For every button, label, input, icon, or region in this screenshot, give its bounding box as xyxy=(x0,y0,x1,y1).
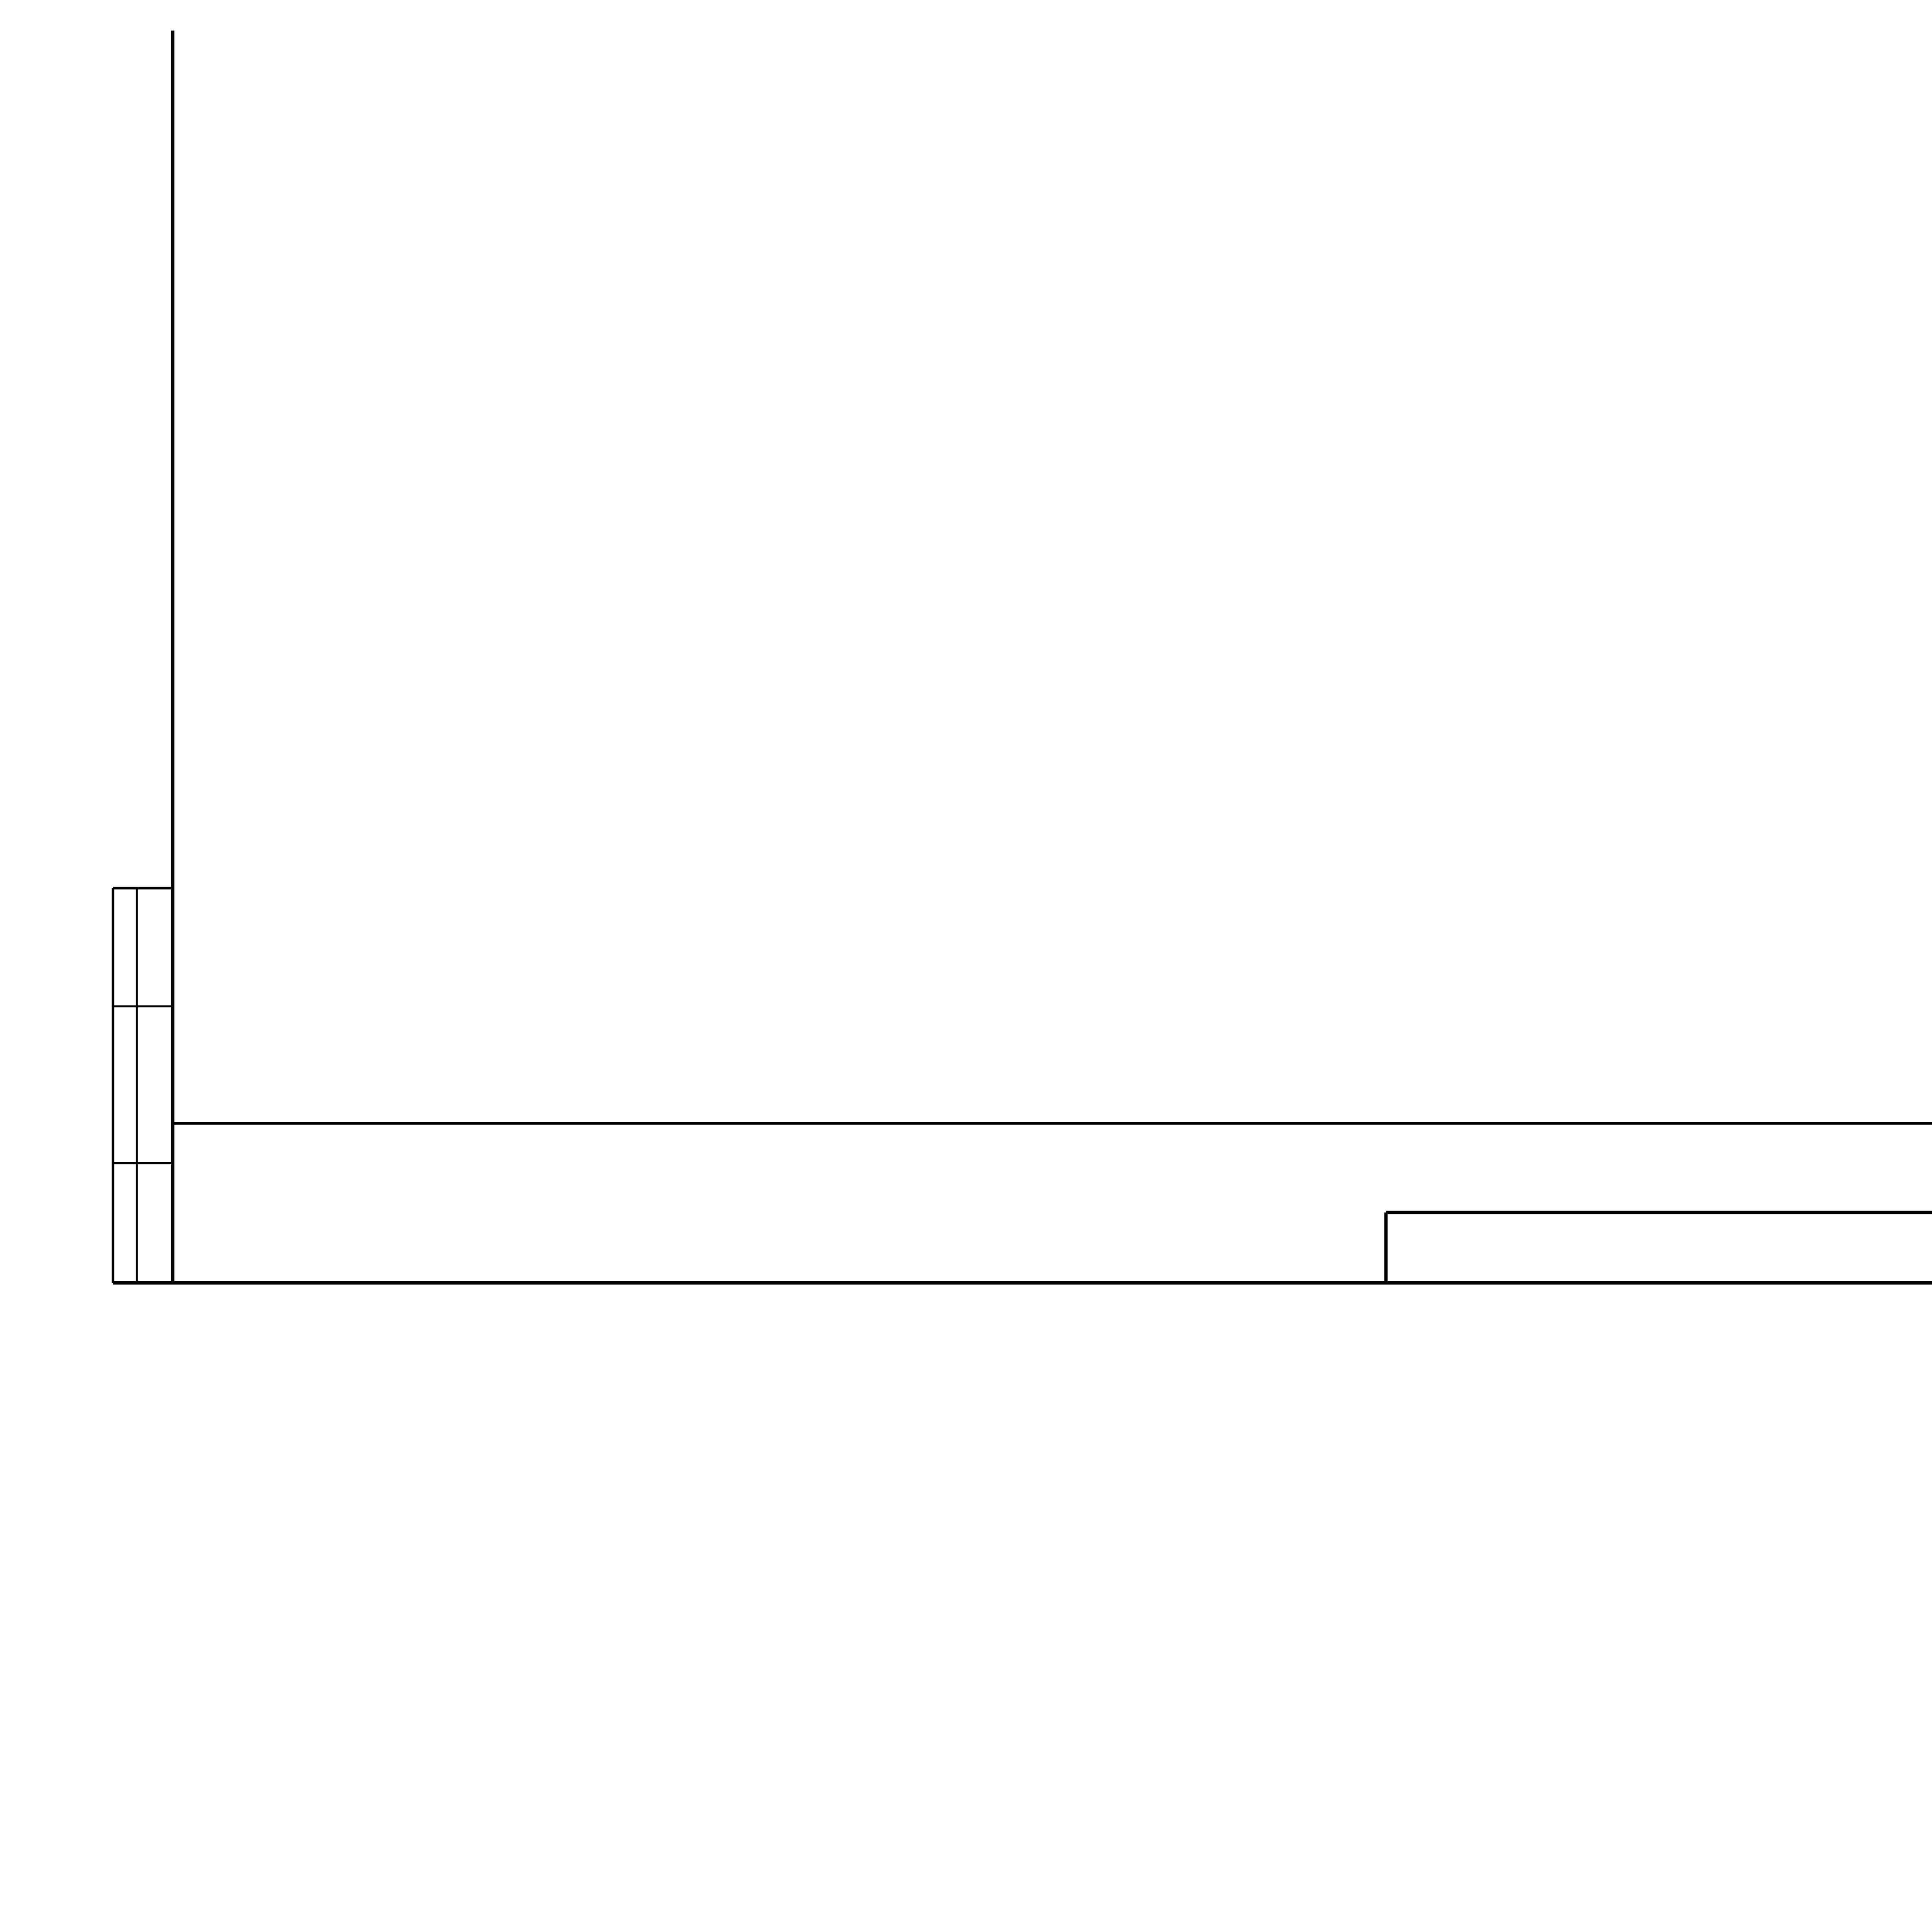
side-stamp xyxy=(113,888,173,1283)
title-block xyxy=(1386,1213,1932,1283)
